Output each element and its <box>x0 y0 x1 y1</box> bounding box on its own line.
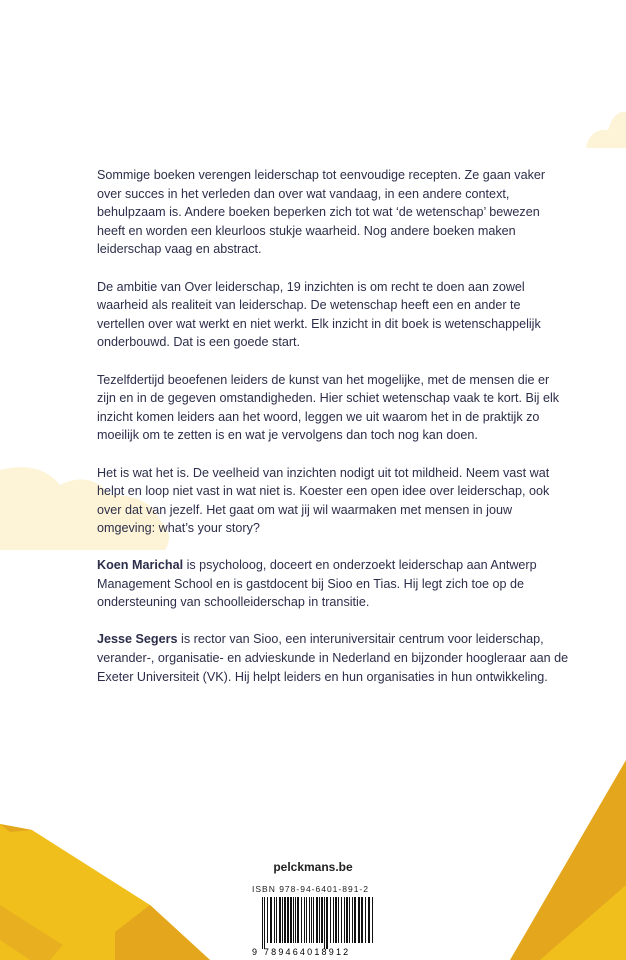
blurb-paragraph: Het is wat het is. De veelheid van inzichten nodigt uit tot mildheid. Neem vast wat helpt en loop niet vast in wat niet is. Koester een open idee over leiderschap, ook over dat van jezelf. Het gaat om wat jij wil waarmaken met mensen in jouw omgeving: what’s your story? <box>97 465 550 536</box>
barcode-bar <box>338 897 339 943</box>
barcode-bar <box>372 897 373 943</box>
barcode-bar <box>306 897 307 943</box>
barcode-bar <box>326 897 328 949</box>
barcode-bar <box>301 897 302 943</box>
blurb-paragraph: De ambitie van Over leiderschap, 19 inzichten is om recht te doen aan zowel waarheid als realiteit van leiderschap. De wetenschap heeft een en ander te vertellen over wat werkt en niet werkt. Elk inzicht in dit boek is wetenschappelijk onderbouwd. Dat is een goede start. <box>97 279 541 350</box>
barcode-bar <box>304 897 305 943</box>
author-bio-text: is psycholoog, doceert en onderzoekt leiderschap aan Antwerp Management School en is gastdocent bij Sioo en Tias. Hij legt zich toe op de ondersteuning van schoolleiderschap in transitie. <box>97 558 537 610</box>
barcode-bar <box>287 897 289 943</box>
barcode-bar <box>335 897 337 943</box>
barcode-bar <box>311 897 312 943</box>
barcode-bar <box>267 897 268 943</box>
barcode-bar <box>341 897 342 943</box>
barcode-bar <box>368 897 370 943</box>
barcode-bar <box>262 897 263 949</box>
publisher-url: pelckmans.be <box>273 860 353 874</box>
barcode-bar <box>324 897 325 949</box>
barcode-bar <box>290 897 292 943</box>
barcode-bar <box>365 897 366 943</box>
barcode-bar <box>333 897 334 943</box>
blurb-paragraph: Sommige boeken verengen leiderschap tot eenvoudige recepten. Ze gaan vaker over succes in het verleden dan over wat vandaag, in een andere context, behulpzaam is. Andere boeken beperken zich tot wat ‘de wetenschap’ bewezen heeft en worden een kleurloos stukje waarheid. Nog andere boeken maken leiderschap vaag en abstract. <box>97 168 546 257</box>
barcode-bar <box>279 897 281 943</box>
barcode-bar <box>344 897 345 943</box>
author-bios <box>97 556 577 705</box>
isbn-label: ISBN 978-94-6401-891-2 <box>252 884 369 894</box>
barcode-bar <box>309 897 310 943</box>
barcode-bar <box>316 897 318 943</box>
barcode-bar <box>352 897 353 943</box>
barcode-bar <box>276 897 277 943</box>
cloud-top-right <box>586 112 626 148</box>
barcode-bar <box>321 897 323 943</box>
barcode-bar <box>274 897 275 943</box>
author-name: Koen Marichal <box>97 558 184 572</box>
barcode-bar <box>297 897 299 943</box>
barcode-bar <box>282 897 283 943</box>
barcode-bar <box>270 897 272 943</box>
barcode-bar <box>293 897 294 943</box>
author-bio <box>97 556 577 612</box>
barcode-bar <box>349 897 350 943</box>
barcode-bar <box>295 897 296 943</box>
barcode <box>250 897 374 957</box>
author-name: Jesse Segers <box>97 632 178 647</box>
barcode-bar <box>354 897 356 943</box>
barcode-bar <box>319 897 320 943</box>
barcode-bar <box>361 897 363 943</box>
author-bio-text: is rector van Sioo, een interuniversitair centrum voor leiderschap, verander-, organisatie- en advieskunde in Nederland en bijzonder hoogleraar aan de Exeter Universiteit (VK). Hij helpt leiders en hun organisaties in hun ontwikkeling. <box>97 632 569 684</box>
blurb-paragraph: Tezelfdertijd beoefenen leiders de kunst van het mogelijke, met de mensen die er zijn en in de gegeven omstandigheden. Hier schiet wetenschap vaak te kort. Bij elk inzicht komen leiders aan het woord, leggen we uit waarom het in de praktijk zo moeilijk om te zetten is en wat je vervolgens dan toch nog kan doen. <box>97 372 560 443</box>
barcode-bar <box>313 897 314 943</box>
barcode-bar <box>346 897 348 943</box>
barcode-bar <box>358 897 360 943</box>
barcode-bar <box>284 897 286 943</box>
author-bio <box>97 630 577 686</box>
blurb <box>97 166 567 556</box>
barcode-digits: 9 789464018912 <box>252 947 351 957</box>
barcode-bar <box>330 897 331 943</box>
barcode-bar <box>264 897 265 949</box>
